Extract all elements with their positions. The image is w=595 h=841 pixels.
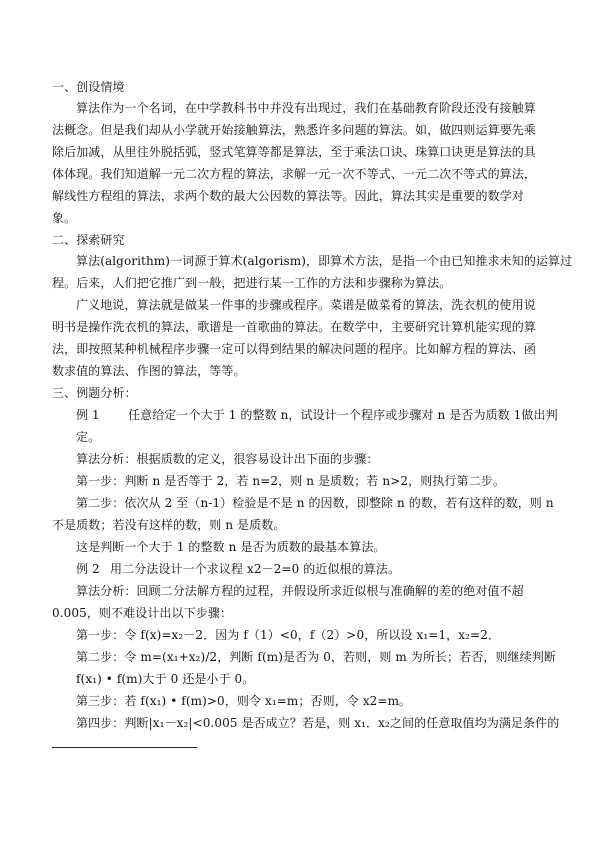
example-2-analysis-cont: 0.005，则不难设计出以下步骤： (52, 606, 233, 620)
footnote-rule (52, 747, 197, 748)
paragraph-line: 数求值的算法、作图的算法，等等。 (52, 364, 246, 378)
paragraph-line: 象。 (52, 211, 77, 225)
example-1-text-cont: 定。 (76, 430, 101, 444)
example-2-analysis: 算法分析：回顾二分法解方程的过程，并假设所求近似根与准确解的差的绝对值不超 (76, 584, 524, 598)
section-heading-1: 一、创设情境 (52, 80, 125, 94)
paragraph-line: 法概念。但是我们却从小学就开始接触算法，熟悉许多问题的算法。如，做四则运算要先乘 (52, 123, 537, 137)
paragraph-line: 除后加减，从里往外脱括弧，竖式笔算等都是算法，至于乘法口诀、珠算口诀更是算法的具 (52, 145, 537, 159)
paragraph-line: 程。后来，人们把它推广到一般，把进行某一工作的方法和步骤称为算法。 (52, 276, 452, 290)
paragraph-line: 广义地说，算法就是做某一件事的步骤或程序。菜谱是做菜肴的算法，洗衣机的使用说 (76, 298, 536, 312)
example-1-step-2: 第二步：依次从 2 至（n-1）检验是不是 n 的因数，即整除 n 的数，若有这样的数，则 n (76, 496, 554, 510)
example-1-label: 例 1 (76, 408, 100, 422)
paragraph-line: 算法作为一个名词，在中学教科书中并没有出现过，我们在基础教育阶段还没有接触算 (76, 101, 536, 115)
example-2-step-2: 第二步：令 m=(x₁+x₂)/2，判断 f(m)是否为 0，若则，则 m 为所长；若否，则继续判断 (76, 650, 556, 664)
example-2-step-4: 第四步：判断|x₁－x₂|<0.005 是否成立？若是，则 x₁．x₂之间的任意取值均为满足条件的 (76, 716, 560, 730)
example-1-analysis: 算法分析：根据质数的定义，很容易设计出下面的步骤： (76, 452, 379, 466)
example-1-step-1: 第一步：判断 n 是否等于 2，若 n=2，则 n 是质数；若 n>2，则执行第二步。 (76, 474, 505, 488)
example-1-text: 任意给定一个大于 1 的整数 n，试设计一个程序或步骤对 n 是否为质数 1做出判 (128, 408, 558, 422)
example-2-label: 例 2 (76, 562, 100, 576)
section-heading-2: 二、探索研究 (52, 233, 125, 247)
section-heading-3: 三、例题分析： (52, 386, 137, 400)
example-1-step-2-cont: 不是质数；若没有这样的数，则 n 是质数。 (52, 518, 286, 532)
example-2-step-2-cont: f(x₁) • f(m)大于 0 还是小于 0。 (76, 672, 255, 686)
paragraph-line: 明书是操作洗衣机的算法，歌谱是一首歌曲的算法。在数学中，主要研究计算机能实现的算 (52, 320, 537, 334)
paragraph-line: 算法(algorithm)一词源于算术(algorism)，即算术方法，是指一个由已知推求未知的运算过 (76, 254, 573, 268)
example-2-step-1: 第一步：令 f(x)=x₂－2．因为 f（1）<0，f（2）>0，所以设 x₁=1，x₂=2． (76, 628, 501, 642)
paragraph-line: 法，即按照某种机械程序步骤一定可以得到结果的解决问题的程序。比如解方程的算法、函 (52, 342, 537, 356)
paragraph-line: 体体现。我们知道解一元二次方程的算法，求解一元一次不等式、一元二次不等式的算法， (52, 167, 537, 181)
example-2-step-3: 第三步：若 f(x₁) • f(m)>0，则令 x₁=m；否则，令 x2=m。 (76, 694, 412, 708)
example-2-text: 用二分法设计一个求议程 x2－2=0 的近似根的算法。 (110, 562, 401, 576)
paragraph-line: 解线性方程组的算法，求两个数的最大公因数的算法等。因此，算法其实是重要的数学对 (52, 189, 524, 203)
example-1-conclusion: 这是判断一个大于 1 的整数 n 是否为质数的最基本算法。 (76, 540, 386, 554)
